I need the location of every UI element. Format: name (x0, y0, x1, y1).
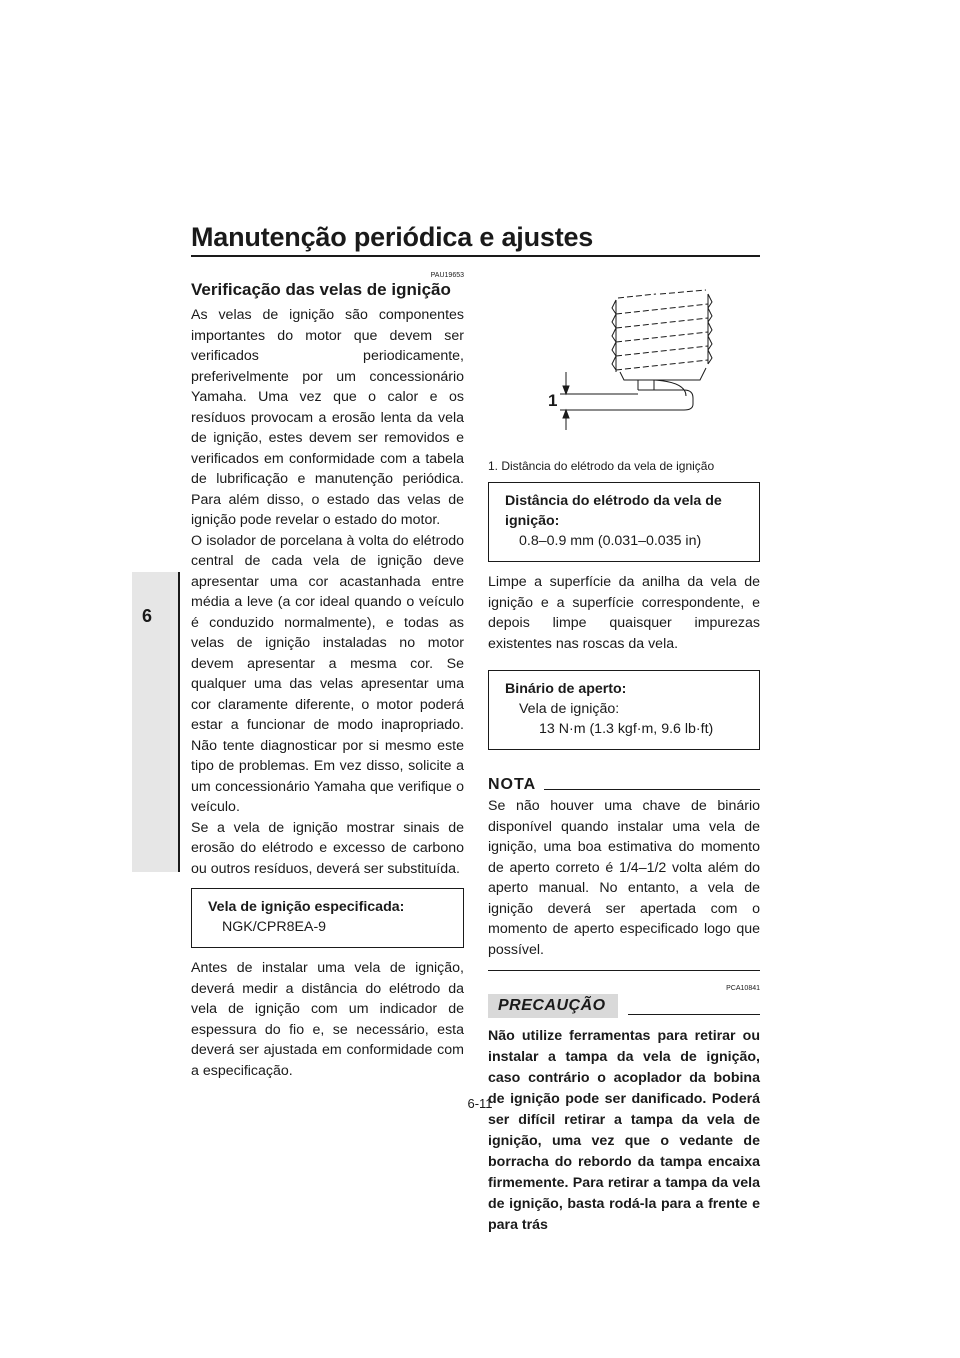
spec-label: Vela de ignição especificada: (208, 899, 405, 915)
caution-badge: PRECAUÇÃO (488, 994, 618, 1018)
spec-box-gap (488, 482, 760, 562)
caution-code: PCA10841 (726, 985, 760, 992)
spark-plug-figure (488, 272, 760, 452)
torque-label: Binário de aperto: (505, 681, 627, 697)
chapter-number: 6 (141, 606, 152, 626)
figure-caption: 1. Distância do elétrodo da vela de ignição (488, 459, 715, 473)
nota-heading (488, 776, 760, 794)
section-title: Verificação das velas de ignição (191, 280, 451, 299)
section-code: PAU19653 (430, 272, 464, 279)
page-number: 6-11 (467, 1096, 493, 1111)
caution-rule (628, 1014, 760, 1015)
right-column (488, 272, 760, 1236)
spark-plug-diagram (488, 272, 760, 452)
torque-item: Vela de ignição: (519, 701, 620, 717)
paragraph-intro: As velas de ignição são componentes importantes do motor que devem ser verificados periodicamente, preferivelmente por um concessionário Yamaha. Uma vez que o calor e os resíduos provocam a erosão lenta da vela de ignição, estes devem ser removidos e verificados em conformidade com a tabela de lubrificação e manutenção periódica. Para além disso, o estado das velas de ignição pode revelar o estado do motor. (191, 307, 464, 528)
spec-box-spark-plug (191, 888, 464, 948)
left-column (191, 272, 464, 1081)
nota-end-rule (488, 970, 760, 971)
paragraph-insulator: O isolador de porcelana à volta do elétrodo central de cada vela de ignição deve apresentar uma cor acastanhada entre média a leve (a cor ideal quando o veículo é conduzido normalmente), e todas as velas de ignição instaladas no motor devem apresentar a mesma cor. Se qualquer uma das velas apresentar uma cor claramente diferente, o motor poderá estar a funcionar de modo inapropriado. Não tente diagnosticar por si mesmo este tipo de problemas. Em vez disso, solicite a um concessionário Yamaha que verifique o veículo. (191, 532, 464, 815)
caution-text: Não utilize ferramentas para retirar ou instalar a tampa da vela de ignição, caso contrário o acoplador da bobina de ignição pode ser danificado. Poderá ser difícil retirar a tampa da vela de ignição, uma vez que o vedante de borracha do rebordo da tampa encaixa firmemente. Para retirar a tampa da vela de ignição, basta rodá-la para a frente e para trás (488, 1028, 760, 1233)
caution-heading (488, 994, 760, 1018)
title-rule (191, 255, 760, 257)
page-title: Manutenção periódica e ajustes (191, 222, 594, 252)
spec-box-torque (488, 670, 760, 750)
gap-value: 0.8–0.9 mm (0.031–0.035 in) (519, 533, 702, 549)
nota-text: Se não houver uma chave de binário disponível quando instalar uma vela de ignição, uma boa estimativa do momento de aperto correto é 1/4–1/2 volta além do aperto manual. No entanto, a vela de ignição deverá ser apertada com o momento de aperto especificado logo que possível. (488, 798, 760, 958)
torque-value: 13 N·m (1.3 kgf·m, 9.6 lb·ft) (539, 721, 714, 737)
chapter-tab (132, 572, 180, 872)
spec-value: NGK/CPR8EA-9 (222, 919, 327, 935)
nota-label: NOTA (488, 776, 537, 793)
nota-rule (544, 789, 760, 790)
paragraph-clean: Limpe a superfície da anilha da vela de ignição e a superfície correspondente, e depois limpe quaisquer impurezas existentes nas roscas da vela. (488, 574, 760, 652)
figure-callout-label: 1 (548, 391, 558, 410)
paragraph-measure: Antes de instalar uma vela de ignição, deverá medir a distância do elétrodo da vela de ignição com um indicador de espessura do fio e, se necessário, esta deverá ser ajustada em conformidade com a especificação. (191, 960, 464, 1079)
paragraph-replace: Se a vela de ignição mostrar sinais de erosão do elétrodo e excesso de carbono ou outros resíduos, deverá ser substituída. (191, 819, 464, 877)
gap-label: Distância do elétrodo da vela de ignição: (505, 493, 722, 529)
